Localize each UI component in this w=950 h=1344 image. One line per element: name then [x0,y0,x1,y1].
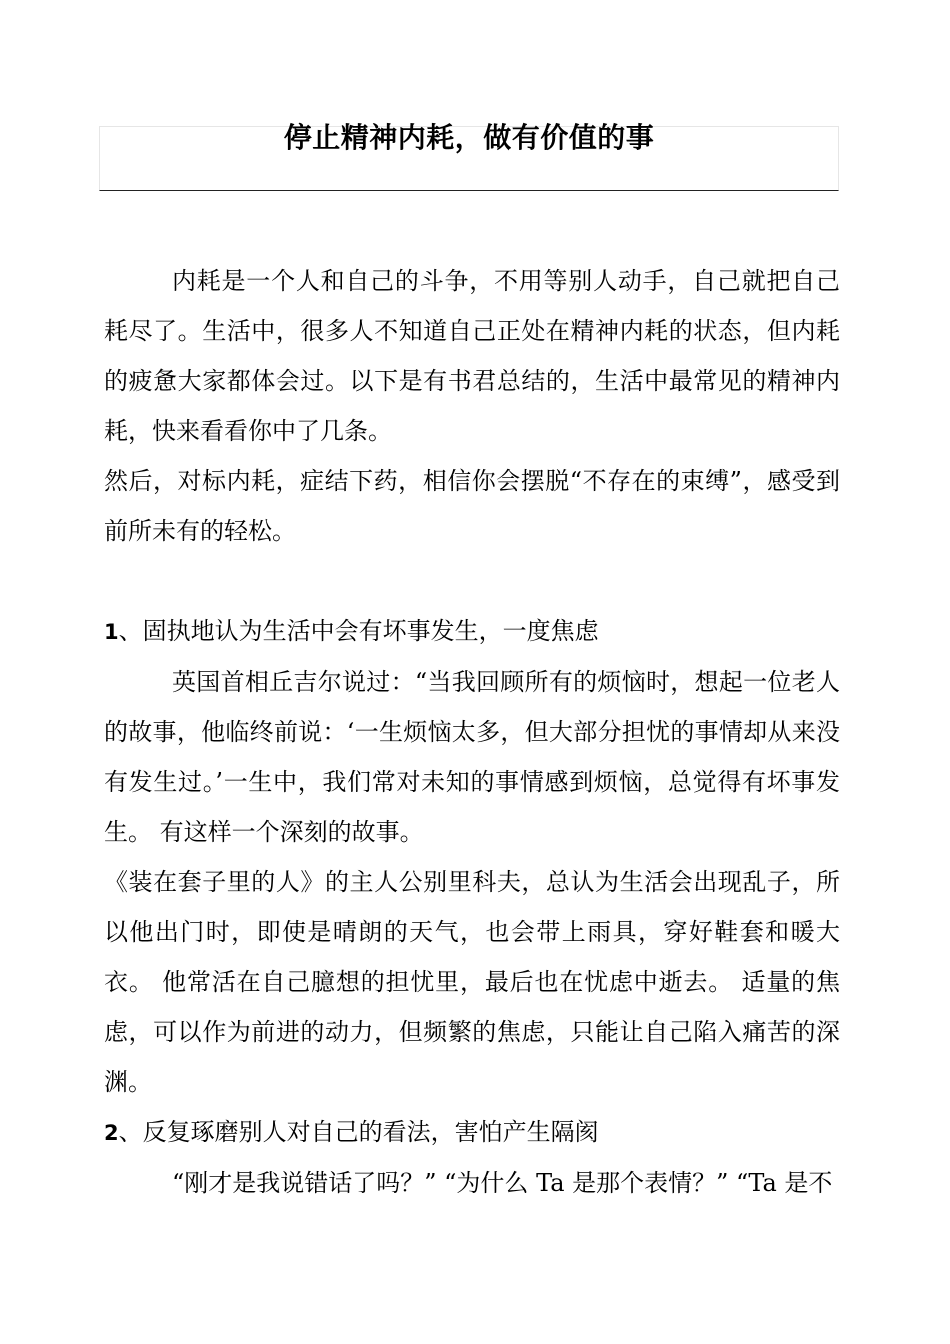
intro-paragraph-1: 内耗是一个人和自己的斗争，不用等别人动手，自己就把自己耗尽了。生活中，很多人不知道自己正处在精神内耗的状态，但内耗的疲惫大家都体会过。以下是有书君总结的，生活中最常见的精神内耗，快来看看你中了几条。 [104,267,840,445]
intro-paragraph-2: 然后，对标内耗，症结下药，相信你会摆脱“不存在的束缚”，感受到前所未有的轻松。 [104,467,840,545]
section-2-heading [104,1107,840,1158]
section-2-heading-text: 、反复琢磨别人对自己的看法，害怕产生隔阂 [118,1118,599,1146]
paragraph-gap [104,556,840,606]
document-body [104,256,840,1208]
section-1-number: 1 [104,620,119,644]
section-1-paragraph-1: 英国首相丘吉尔说过：“当我回顾所有的烦恼时，想起一位老人的故事，他临终前说：‘一生烦恼太多，但大部分担忧的事情却从来没有发生过。’一生中，我们常对未知的事情感到烦恼，总觉得有坏事发生。 有这样一个深刻的故事。 [104,668,840,846]
document-title: 停止精神内耗，做有价值的事 [283,121,655,154]
section-2-paragraph-1: “刚才是我说错话了吗？” “为什么 Ta 是那个表情？” “Ta 是不 [172,1169,833,1197]
title-box [99,121,839,191]
section-1-heading [104,606,840,657]
section-2-number: 2 [104,1121,119,1145]
section-1-heading-text: 、固执地认为生活中会有坏事发生，一度焦虑 [118,617,599,645]
section-1-paragraph-2: 《装在套子里的人》的主人公别里科夫，总认为生活会出现乱子，所以他出门时，即使是晴朗的天气，也会带上雨具，穿好鞋套和暖大衣。 他常活在自己臆想的担忧里，最后也在忧虑中逝去。 适量的焦虑，可以作为前进的动力，但频繁的焦虑，只能让自己陷入痛苦的深渊。 [104,868,840,1096]
